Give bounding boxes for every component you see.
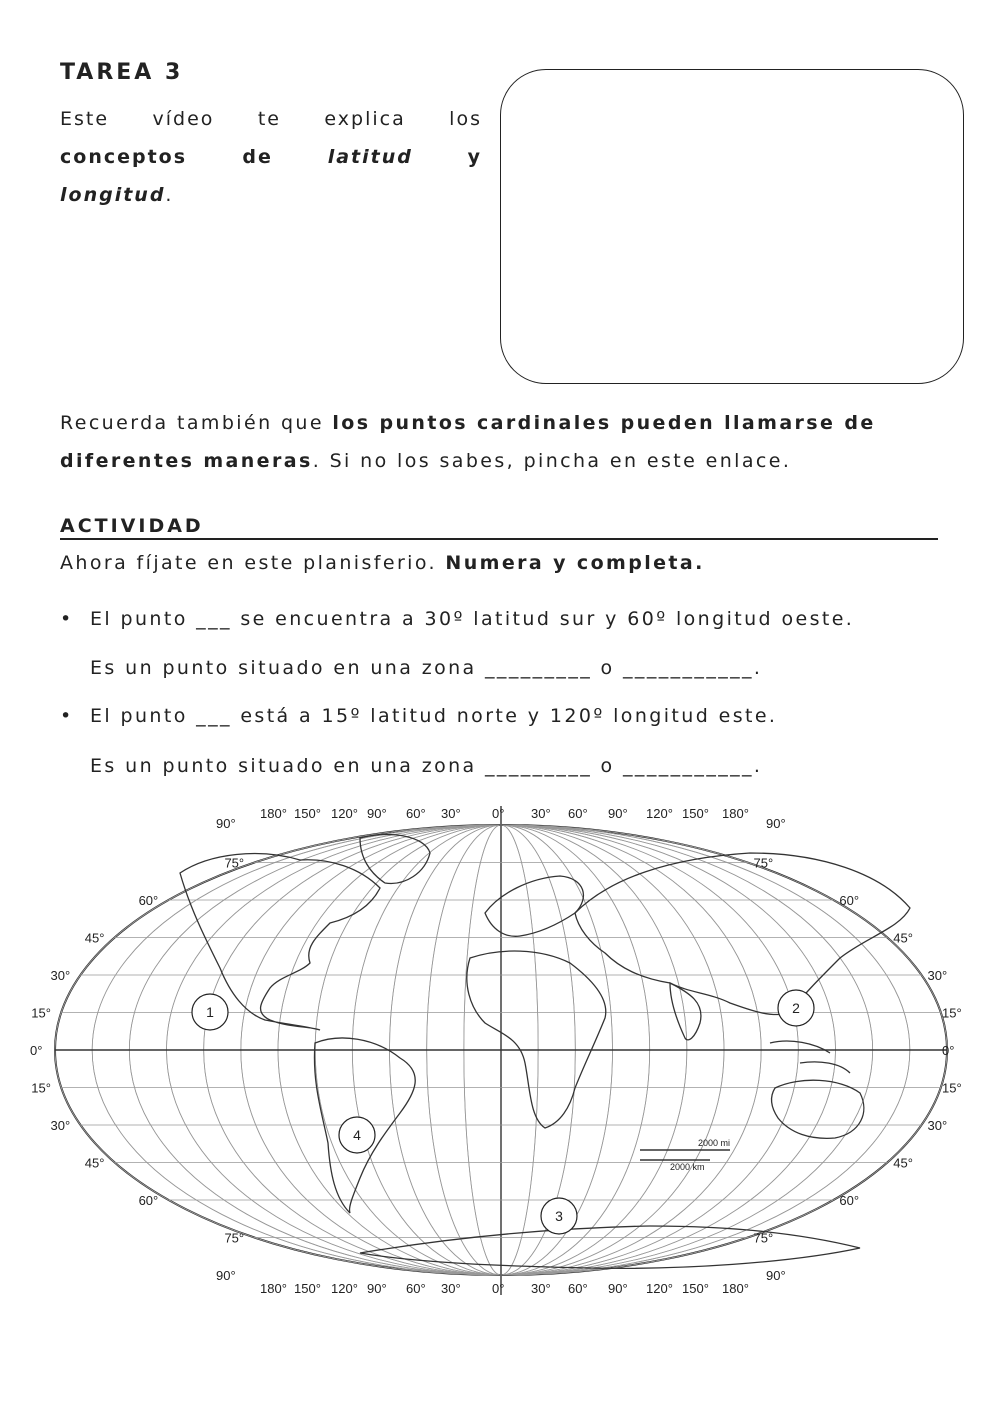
left-latitude-label: 45°	[84, 930, 105, 946]
intro-bold-concepts: conceptos de	[60, 146, 273, 168]
activity-intro: Ahora fíjate en este planisferio. Numera y completa.	[60, 552, 705, 574]
video-frame[interactable]	[500, 69, 964, 384]
point-4[interactable]	[339, 1117, 375, 1153]
map-labels	[30, 806, 962, 1296]
scale-bar	[640, 1138, 730, 1172]
left-latitude-label: 60°	[138, 893, 159, 908]
islands-outline	[770, 1041, 850, 1073]
left-latitude-label: 75°	[224, 1230, 245, 1246]
left-latitude-label: 30°	[50, 968, 71, 983]
top-longitude-label: 120°	[331, 806, 358, 821]
bullet-2-sub: Es un punto situado en una zona _________ o ___________.	[90, 755, 763, 777]
point-3[interactable]	[541, 1198, 577, 1234]
intro-text	[60, 100, 482, 214]
right-latitude-label: 75°	[753, 1230, 774, 1246]
bottom-longitude-label: 60°	[406, 1281, 426, 1296]
left-latitude-label: 60°	[138, 1193, 159, 1208]
cardinal-link-text[interactable]: . Si no los sabes, pincha en este enlace.	[312, 450, 792, 472]
top-longitude-label: 120°	[646, 806, 673, 821]
right-latitude-label: 45°	[893, 930, 913, 946]
left-latitude-label: 15°	[31, 1005, 51, 1021]
left-latitude-label: 90°	[216, 1268, 236, 1283]
left-latitude-label: 75°	[224, 855, 245, 871]
scale-km: 2000 km	[670, 1162, 705, 1172]
cardinal-bold: los puntos cardinales pueden llamarse de diferentes maneras	[60, 412, 876, 472]
left-latitude-label: 45°	[84, 1155, 105, 1171]
top-longitude-label: 30°	[531, 806, 551, 821]
australia-outline	[772, 1080, 864, 1138]
bottom-longitude-label: 120°	[331, 1281, 358, 1296]
activity-heading: ACTIVIDAD	[60, 514, 938, 540]
intro-line-3: longitud.	[60, 184, 174, 206]
svg-text:3: 3	[555, 1208, 563, 1224]
right-latitude-label: 30°	[927, 1118, 948, 1133]
world-map	[30, 798, 972, 1303]
svg-text:1: 1	[206, 1004, 214, 1020]
bullet-dot-icon: •	[60, 608, 74, 630]
intro-longitud: longitud	[60, 184, 166, 206]
right-latitude-label: 15°	[942, 1080, 962, 1096]
top-longitude-label: 30°	[441, 806, 461, 821]
top-longitude-label: 180°	[260, 806, 287, 821]
page-title: TAREA 3	[60, 60, 184, 85]
bottom-longitude-label: 180°	[260, 1281, 287, 1296]
cardinal-paragraph: Recuerda también que los puntos cardinales pueden llamarse de diferentes maneras. Si no los sabes, pincha en este enlace.	[60, 412, 876, 472]
europe-outline	[485, 876, 583, 936]
intro-bold-y: y	[467, 146, 483, 168]
left-latitude-label: 0°	[30, 1043, 43, 1058]
right-latitude-label: 30°	[927, 968, 948, 983]
left-latitude-label: 15°	[31, 1080, 51, 1096]
bottom-longitude-label: 60°	[568, 1281, 588, 1296]
top-longitude-label: 150°	[682, 806, 709, 821]
bottom-longitude-label: 180°	[722, 1281, 749, 1296]
bottom-longitude-label: 150°	[682, 1281, 709, 1296]
right-latitude-label: 75°	[753, 855, 774, 871]
bottom-longitude-label: 30°	[531, 1281, 551, 1296]
left-latitude-label: 90°	[216, 816, 236, 831]
top-longitude-label: 60°	[568, 806, 588, 821]
bottom-longitude-label: 0°	[492, 1281, 505, 1296]
right-latitude-label: 0°	[942, 1043, 955, 1058]
bullet-dot-icon: •	[60, 705, 74, 727]
svg-text:2: 2	[792, 1000, 800, 1016]
top-longitude-label: 150°	[294, 806, 321, 821]
top-longitude-label: 60°	[406, 806, 426, 821]
greenland-outline	[360, 834, 430, 883]
bottom-longitude-label: 120°	[646, 1281, 673, 1296]
right-latitude-label: 60°	[839, 1193, 860, 1208]
top-longitude-label: 90°	[608, 806, 628, 821]
intro-latitud: latitud	[327, 146, 413, 168]
svg-text:4: 4	[353, 1127, 361, 1143]
intro-line-1: Este vídeo te explica los	[60, 108, 482, 130]
right-latitude-label: 15°	[942, 1005, 962, 1021]
bottom-longitude-label: 30°	[441, 1281, 461, 1296]
bullet-1: • El punto ___ se encuentra a 30º latitud sur y 60º longitud oeste.	[60, 604, 854, 634]
right-latitude-label: 45°	[893, 1155, 913, 1171]
top-longitude-label: 90°	[367, 806, 387, 821]
top-longitude-label: 180°	[722, 806, 749, 821]
point-2[interactable]	[778, 990, 814, 1026]
bottom-longitude-label: 90°	[608, 1281, 628, 1296]
right-latitude-label: 90°	[766, 816, 786, 831]
left-latitude-label: 30°	[50, 1118, 71, 1133]
bullet-2: • El punto ___ está a 15º latitud norte y 120º longitud este.	[60, 701, 777, 731]
scale-miles: 2000 mi	[698, 1138, 731, 1148]
right-latitude-label: 90°	[766, 1268, 786, 1283]
bullet-1-sub: Es un punto situado en una zona _________ o ___________.	[90, 657, 763, 679]
map-grid	[55, 806, 947, 1295]
bottom-longitude-label: 90°	[367, 1281, 387, 1296]
top-longitude-label: 0°	[492, 806, 505, 821]
point-1[interactable]	[192, 994, 228, 1030]
bottom-longitude-label: 150°	[294, 1281, 321, 1296]
intro-line-2	[60, 138, 482, 176]
right-latitude-label: 60°	[839, 893, 860, 908]
